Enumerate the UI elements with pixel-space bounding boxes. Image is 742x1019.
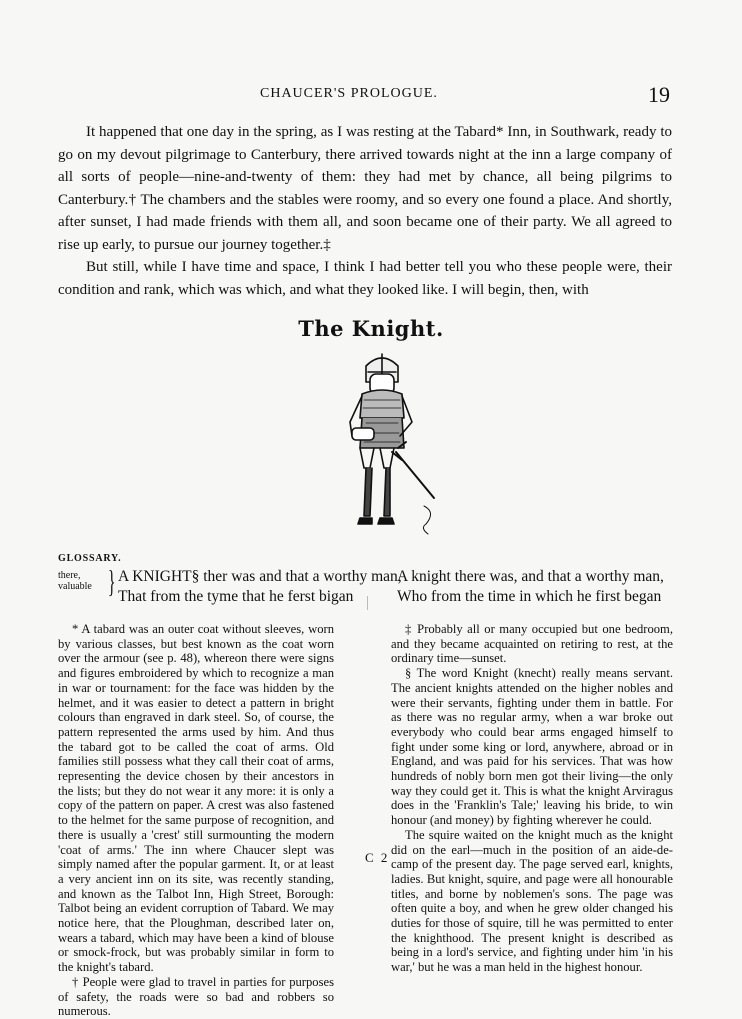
verse-original-line: That from the tyme that he ferst bigan (118, 588, 354, 605)
running-title: CHAUCER'S PROLOGUE. (260, 86, 438, 101)
footnotes-right (391, 622, 673, 975)
footnote: The squire waited on the knight much as the knight did on the earl—much in the position of an aide-de-camp of the present day. The page served earl, knights, ladies. But knight, squire, and page were all honourable titles, and borne by noblemen's sons. The page was often quite a boy, and when he grew older changed his duties for those of squire, till he was permitted to enter the knighthood. The present knight is described as being in a lord's service, and fighting under him 'in his war,' but he was a man held in the highest honour. (391, 827, 673, 975)
glossary-word: there, (58, 570, 81, 581)
verse-original-line: A KNIGHT§ ther was and that a worthy man, (118, 568, 402, 585)
footnote: * A tabard was an outer coat without sleeves, worn by various classes, but best known as the coat worn over the armour (see p. 48), whereon there were signs and figures embroidered by which to recognize a man in war or tournament: for the face was hidden by the helmet, and it was easier to detect a pattern in bright colours than engraved in dark steel. So, of course, the pattern represented the arms used by him. And thus the tabard got to be called the coat of arms. Old families still possess what they call their coat of arms, representing the device chosen by their ancestors in the lists; but they do not wear it any more: it is only a copy of the pattern on paper. A crest was also fastened to the helmet for the same purpose of recognition, and there is usually a 'crest' still surmounting the modern 'coat of arms.' The inn where Chaucer slept was simply named after the popular garment. It, or at least a very ancient inn on its site, was recently standing, and known as the Talbot Inn, High Street, Borough: Talbot being an evident corruption of Tabard. We may notice here, that the Ploughman, described later on, wears a tabard, which may have been a kind of blouse or smock-frock, but was probably similar in form to the knight's tabard. (58, 622, 334, 975)
glossary-heading: GLOSSARY. (58, 553, 122, 564)
verse-modern-line: Who from the time in which he first began (397, 588, 662, 605)
page-number: 19 (648, 82, 670, 107)
column-divider (367, 596, 368, 610)
glossary-brace: } (107, 563, 116, 599)
footnote: † People were glad to travel in parties for purposes of safety, the roads were so bad and robbers so numerous. (58, 974, 334, 1019)
signature-mark: C 2 (365, 850, 390, 865)
footnote: ‡ Probably all or many occupied but one bedroom, and they became acquainted on retiring to rest, at the ordinary time—sunset. (391, 622, 673, 666)
footnote: § The word Knight (knecht) really means servant. The ancient knights attended on the higher nobles and were their servants, fighting under them in battle. For as there was no regular army, when a war broke out everybody who could bear arms engaged himself to fight under some king or lord, anywhere, abroad or in England, and was paid for his services. That was how hundreds of nobly born men got their living—the only way they could get it. This is what the knight Arviragus does in the 'Franklin's Tale;' leaving his bride, to win honour (and money) by fighting wherever he could. (391, 666, 673, 828)
verse-modern-line: A knight there was, and that a worthy man, (397, 568, 664, 585)
footnotes-left (58, 622, 334, 1019)
body-text (58, 121, 672, 301)
section-title: The Knight. (298, 316, 444, 341)
glossary-word: valuable (58, 581, 92, 592)
body-paragraph: It happened that one day in the spring, as I was resting at the Tabard* Inn, in Southwark, ready to go on my devout pilgrimage to Canterbury, there arrived towards night at the inn a large company of all sorts of people—nine-and-twenty of them: they had met by chance, all being pilgrims to Canterbury.† The chambers and the stables were roomy, and so every one found a place. And shortly, after sunset, I had made friends with them all, and soon became one of their party. We all agreed to rise up early, to pursue our journey together.‡ (58, 124, 672, 253)
knight-illustration (322, 348, 442, 548)
running-head (0, 82, 742, 110)
body-paragraph: But still, while I have time and space, I think I had better tell you who these people were, their condition and rank, which was which, and what they looked like. I will begin, then, with (58, 259, 672, 298)
